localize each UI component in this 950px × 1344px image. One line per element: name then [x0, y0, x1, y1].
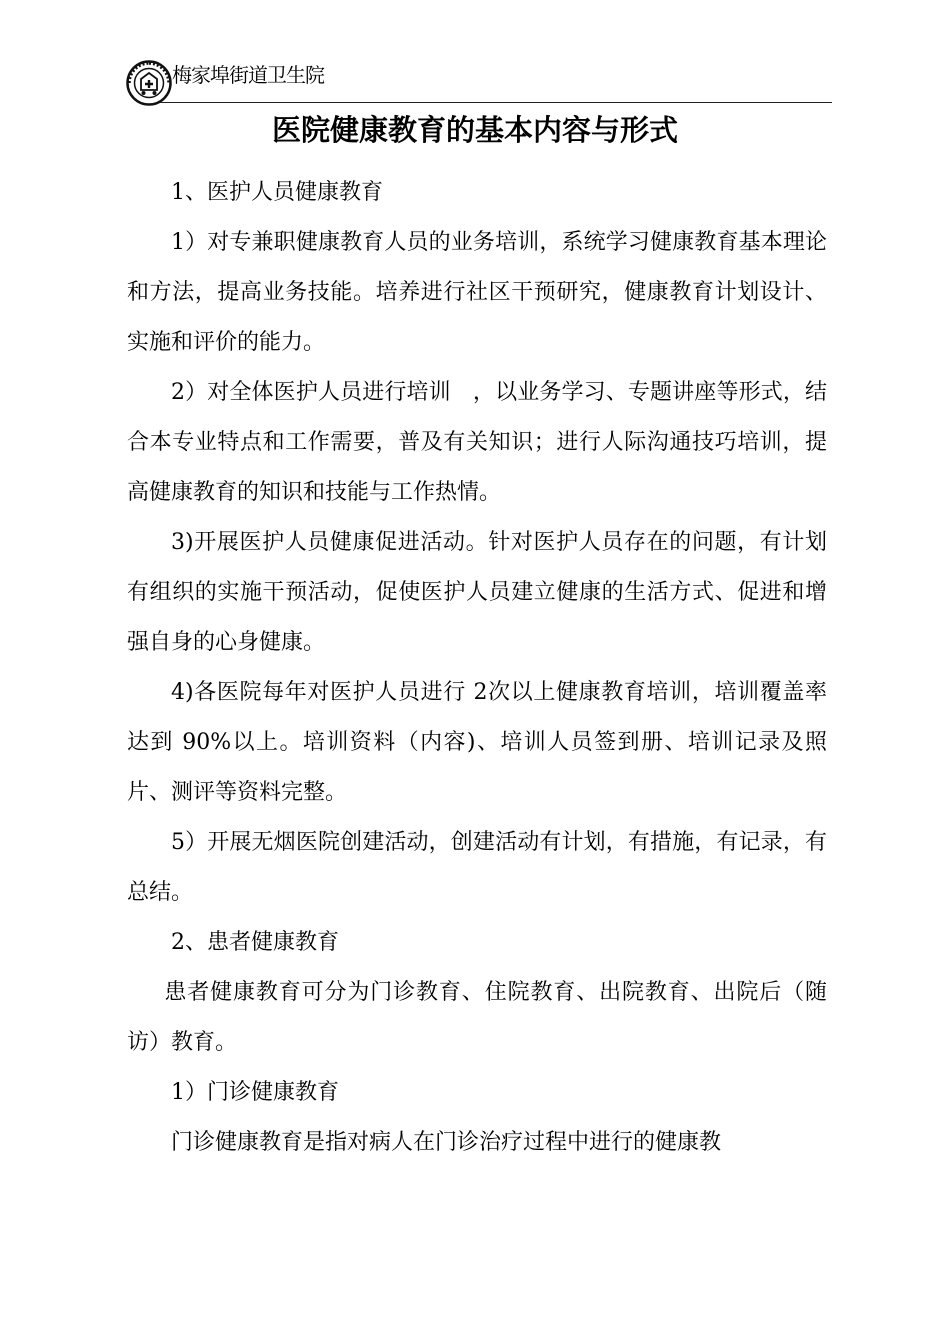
- page-header: [126, 56, 832, 104]
- document-body: [127, 168, 827, 1168]
- paragraph: 1）对专兼职健康教育人员的业务培训，系统学习健康教育基本理论和方法，提高业务技能。培养进行社区干预研究，健康教育计划设计、实施和评价的能力。: [127, 230, 827, 355]
- section-heading: 2、患者健康教育: [171, 930, 339, 955]
- page-title: 医院健康教育的基本内容与形式: [271, 113, 678, 147]
- header-divider: [160, 102, 832, 103]
- subsection-heading: 1）门诊健康教育: [171, 1080, 339, 1105]
- paragraph: 门诊健康教育是指对病人在门诊治疗过程中进行的健康教: [171, 1130, 722, 1155]
- paragraph: 2）对全体医护人员进行培训 ，以业务学习、专题讲座等形式，结合本专业特点和工作需要，普及有关知识；进行人际沟通技巧培训，提高健康教育的知识和技能与工作热情。: [127, 380, 827, 505]
- paragraph: 4)各医院每年对医护人员进行 2次以上健康教育培训，培训覆盖率达到 90%以上。培训资料（内容)、培训人员签到册、培训记录及照片、测评等资料完整。: [127, 680, 827, 805]
- org-name: 梅家埠街道卫生院: [172, 63, 324, 87]
- paragraph: 3)开展医护人员健康促进活动。针对医护人员存在的问题，有计划有组织的实施干预活动，促使医护人员建立健康的生活方式、促进和增强自身的心身健康。: [127, 530, 827, 655]
- paragraph: 患者健康教育可分为门诊教育、住院教育、出院教育、出院后（随访）教育。: [127, 980, 827, 1055]
- paragraph: 5）开展无烟医院创建活动，创建活动有计划，有措施，有记录，有总结。: [127, 830, 827, 905]
- section-heading: 1、医护人员健康教育: [171, 180, 383, 205]
- hospital-seal-logo: [126, 60, 172, 106]
